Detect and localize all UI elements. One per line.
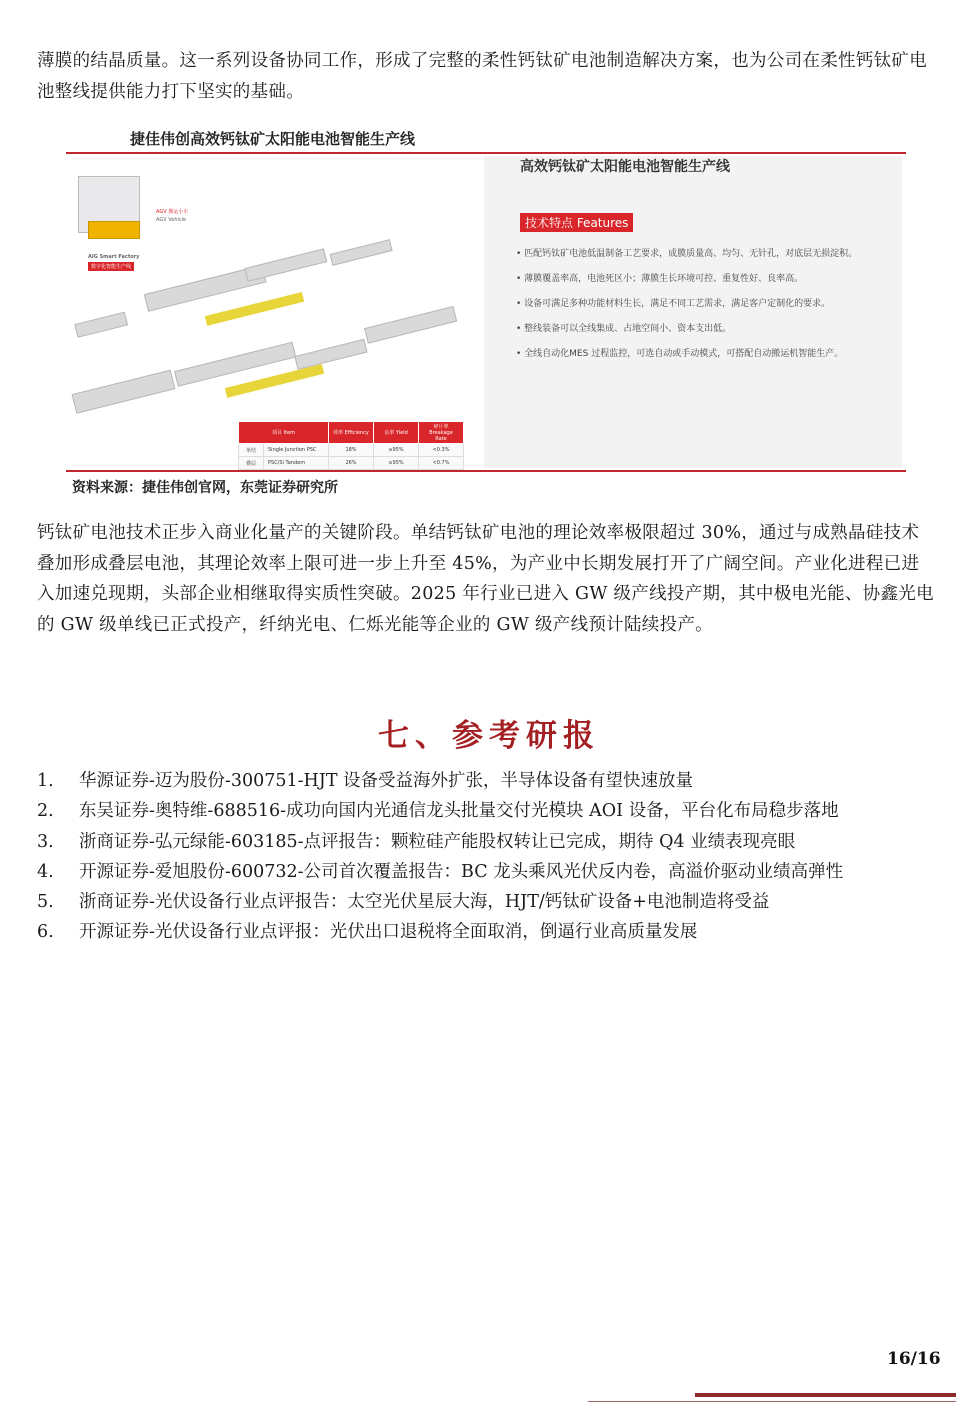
reference-item: [37, 827, 947, 857]
spec-header-efficiency: 效率 Efficiency: [329, 422, 374, 444]
reference-text: 浙商证券-光伏设备行业点评报告：太空光伏星辰大海，HJT/钙钛矿设备+电池制造将受益: [79, 892, 770, 913]
reference-text: 华源证券-迈为股份-300751-HJT 设备受益海外扩张，半导体设备有望快速放量: [79, 771, 694, 791]
reference-item: [37, 917, 947, 947]
spec-header-item: 项目 Item: [239, 422, 329, 444]
table-cell: <0.7%: [419, 457, 464, 470]
table-cell: 18%: [329, 444, 374, 457]
reference-item: [37, 796, 947, 826]
features-tag: 技术特点 Features: [520, 213, 633, 232]
highlight-bar: [205, 292, 304, 326]
figure-title: 捷佳伟创高效钙钛矿太阳能电池智能生产线: [130, 130, 416, 148]
reference-number: 6.: [37, 922, 54, 943]
spec-header-yield: 良率 Yield: [374, 422, 419, 444]
spec-header-breakage: 碎片率 Breakage Rate: [419, 422, 464, 444]
reference-text: 开源证券-爱旭股份-600732-公司首次覆盖报告：BC 龙头乘风光伏反内卷，高溢价驱动业绩高弹性: [79, 861, 844, 882]
table-cell: ≥95%: [374, 457, 419, 470]
features-list: [516, 246, 896, 371]
factory-label: AIG Smart Factory: [88, 254, 140, 260]
line-segment: [364, 306, 457, 344]
panel-title: 高效钙钛矿太阳能电池智能生产线: [520, 159, 730, 175]
body-paragraph: 钙钛矿电池技术正步入商业化量产的关键阶段。单结钙钛矿电池的理论效率极限超过 30%，通过与成熟晶硅技术叠加形成叠层电池，其理论效率上限可进一步上升至 45%，为产业中长期发展打开了广阔空间。产业化进程已进入加速兑现期，头部企业相继取得实质性突破。2025 年行业已进入 GW 级产线投产期，其中极电光能、协鑫光电的 GW 级单线已正式投产，纤纳光电、仁烁光能等企业的 GW 级产线预计陆续投产。: [37, 523, 934, 635]
factory-badge: 数字化智能生产线: [88, 262, 134, 271]
line-segment: [244, 248, 327, 281]
production-line-illustration: [66, 156, 484, 468]
table-cell: <0.3%: [419, 444, 464, 457]
table-cell: 26%: [329, 457, 374, 470]
agv-label-en: AGV Vehicle: [156, 217, 187, 223]
reference-text: 浙商证券-弘元绿能-603185-点评报告：颗粒硅产能股权转让已完成，期待 Q4 业绩表现亮眼: [79, 831, 796, 852]
spec-table: [238, 421, 464, 470]
footer-rule: [588, 1401, 956, 1402]
table-row: [239, 444, 464, 457]
table-cell: PSC/Si Tandem: [264, 457, 329, 470]
reference-number: 1.: [37, 771, 54, 791]
table-cell: 单结: [239, 444, 264, 457]
reference-list: [37, 766, 947, 948]
reference-item: [37, 766, 947, 796]
figure-bottom-rule: [66, 470, 906, 472]
agv-label-cn: AGV 搬运小车: [156, 209, 189, 215]
table-cell: Single Junction PSC: [264, 444, 329, 457]
reference-number: 5.: [37, 892, 54, 913]
reference-number: 3.: [37, 831, 54, 852]
line-segment: [74, 312, 128, 338]
footer-rule: [695, 1393, 956, 1397]
list-item: • 全线自动化MES 过程监控，可选自动或手动模式，可搭配自动搬运机智能生产。: [516, 349, 844, 359]
agv-vehicle: [88, 221, 140, 239]
reference-item: [37, 857, 947, 887]
table-cell: 叠层: [239, 457, 264, 470]
section-heading: 七、参考研报: [378, 718, 600, 754]
reference-item: [37, 887, 947, 917]
list-item: • 整线装备可以全线集成、占地空间小、资本支出低。: [516, 324, 732, 334]
line-segment: [330, 239, 393, 266]
figure-top-rule: [66, 152, 906, 154]
spec-table-header: [239, 422, 464, 444]
line-segment: [294, 339, 367, 370]
table-row: [239, 457, 464, 470]
list-item: • 薄膜覆盖率高，电池死区小；薄膜生长环境可控、重复性好、良率高。: [516, 274, 804, 284]
intro-paragraph: 薄膜的结晶质量。这一系列设备协同工作，形成了完整的柔性钙钛矿电池制造解决方案，也为公司在柔性钙钛矿电池整线提供能力打下坚实的基础。: [37, 51, 927, 102]
reference-number: 2.: [37, 801, 54, 822]
reference-text: 东吴证券-奥特维-688516-成功向国内光通信龙头批量交付光模块 AOI 设备，平台化布局稳步落地: [79, 801, 839, 822]
reference-text: 开源证券-光伏设备行业点评报：光伏出口退税将全面取消，倒逼行业高质量发展: [79, 922, 698, 943]
list-item: • 匹配钙钛矿电池低温制备工艺要求，成膜质量高、均匀、无针孔，对底层无损淀积。: [516, 249, 858, 259]
features-panel: [484, 156, 902, 468]
page-number: 16/16: [887, 1349, 941, 1369]
line-segment: [72, 370, 176, 414]
table-cell: ≥95%: [374, 444, 419, 457]
figure-source: 资料来源：捷佳伟创官网，东莞证券研究所: [72, 480, 338, 496]
list-item: • 设备可满足多种功能材料生长，满足不同工艺需求，满足客户定制化的要求。: [516, 299, 831, 309]
reference-number: 4.: [37, 861, 54, 882]
